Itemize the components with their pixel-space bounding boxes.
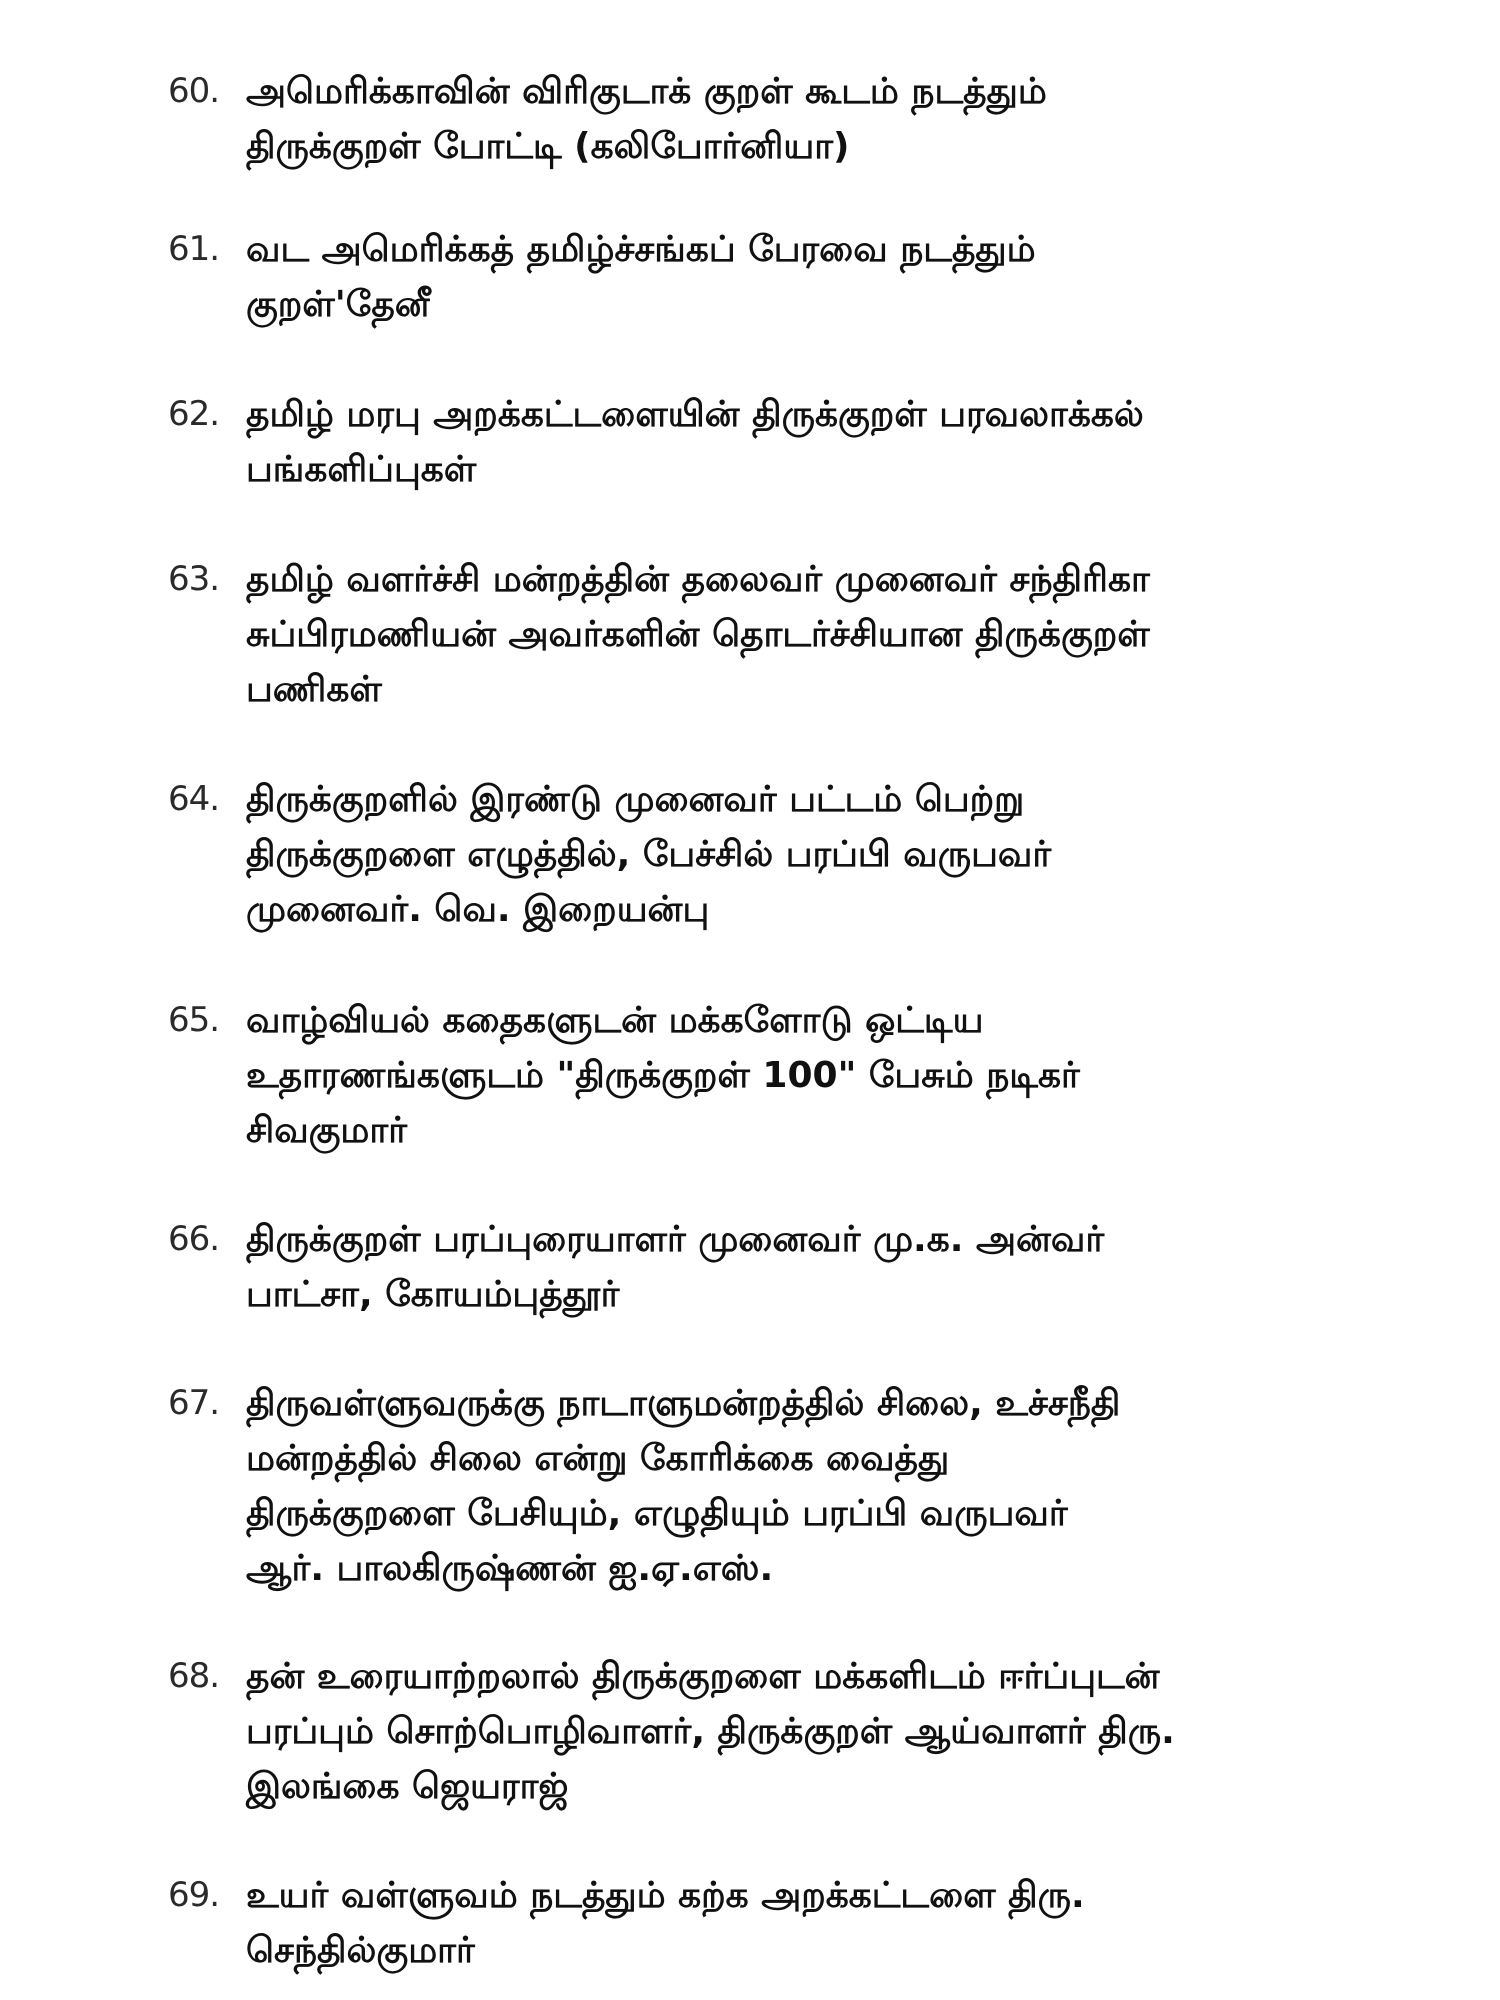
- item-line: தமிழ் மரபு அறக்கட்டளையின் திருக்குறள் பரவலாக்கல்: [246, 394, 1144, 435]
- item-line: வட அமெரிக்கத் தமிழ்ச்சங்கப் பேரவை நடத்தும்: [246, 229, 1036, 270]
- item-line: வாழ்வியல் கதைகளுடன் மக்களோடு ஒட்டிய: [246, 1000, 984, 1041]
- item-number: 69.: [168, 1875, 220, 1915]
- item-line: தமிழ் வளர்ச்சி மன்றத்தின் தலைவர் முனைவர் சந்திரிகா: [246, 559, 1150, 600]
- item-line: திருக்குறள் பரப்புரையாளர் முனைவர் மு.க. அன்வர்: [246, 1219, 1105, 1260]
- item-line: தன் உரையாற்றலால் திருக்குறளை மக்களிடம் ஈர்ப்புடன்: [246, 1656, 1160, 1697]
- item-text: [246, 1376, 1396, 1596]
- item-text: [246, 772, 1396, 937]
- item-line: திருக்குறள் போட்டி (கலிபோர்னியா): [246, 126, 850, 167]
- item-line: திருக்குறளை எழுத்தில், பேச்சில் பரப்பி வருபவர்: [246, 834, 1052, 875]
- item-line: திருக்குறளை பேசியும், எழுதியும் பரப்பி வருபவர்: [246, 1493, 1068, 1534]
- item-text: [246, 1868, 1396, 1978]
- item-line: திருவள்ளுவருக்கு நாடாளுமன்றத்தில் சிலை, உச்சநீதி: [246, 1383, 1121, 1424]
- item-line: செந்தில்குமார்: [246, 1930, 475, 1971]
- item-line: பாட்சா, கோயம்புத்தூர்: [246, 1274, 620, 1315]
- item-number: 62.: [168, 394, 220, 434]
- item-text: [246, 222, 1396, 332]
- item-number: 64.: [168, 779, 220, 819]
- item-number: 66.: [168, 1219, 220, 1259]
- item-text: [246, 64, 1396, 174]
- item-text: [246, 387, 1396, 497]
- item-line: பணிகள்: [246, 669, 382, 710]
- item-number: 65.: [168, 1000, 220, 1040]
- item-number: 60.: [168, 71, 220, 111]
- item-text: [246, 552, 1396, 717]
- item-line: முனைவர். வெ. இறையன்பு: [246, 889, 710, 930]
- item-number: 61.: [168, 229, 220, 269]
- item-line: மன்றத்தில் சிலை என்று கோரிக்கை வைத்து: [246, 1438, 950, 1479]
- item-number: 68.: [168, 1656, 220, 1696]
- item-line: சுப்பிரமணியன் அவர்களின் தொடர்ச்சியான திருக்குறள்: [246, 614, 1150, 655]
- item-line: ஆர். பாலகிருஷ்ணன் ஐ.ஏ.எஸ்.: [246, 1548, 774, 1589]
- item-line: குறள்'தேனீ: [246, 284, 430, 325]
- item-line: பரப்பும் சொற்பொழிவாளர், திருக்குறள் ஆய்வாளர் திரு.: [246, 1711, 1175, 1752]
- item-text: [246, 1649, 1396, 1814]
- item-line: இலங்கை ஜெயராஜ்: [246, 1766, 569, 1807]
- item-line: பங்களிப்புகள்: [246, 449, 477, 490]
- item-line: உதாரணங்களுடம் "திருக்குறள் 100" பேசும் நடிகர்: [246, 1055, 1080, 1096]
- item-line: அமெரிக்காவின் விரிகுடாக் குறள் கூடம் நடத்தும்: [246, 71, 1047, 112]
- item-line: சிவகுமார்: [246, 1110, 408, 1151]
- item-line: உயர் வள்ளுவம் நடத்தும் கற்க அறக்கட்டளை திரு.: [246, 1875, 1085, 1916]
- item-number: 63.: [168, 559, 220, 599]
- item-text: [246, 1212, 1396, 1322]
- item-text: [246, 993, 1396, 1158]
- item-number: 67.: [168, 1383, 220, 1423]
- item-line: திருக்குறளில் இரண்டு முனைவர் பட்டம் பெற்று: [246, 779, 1025, 820]
